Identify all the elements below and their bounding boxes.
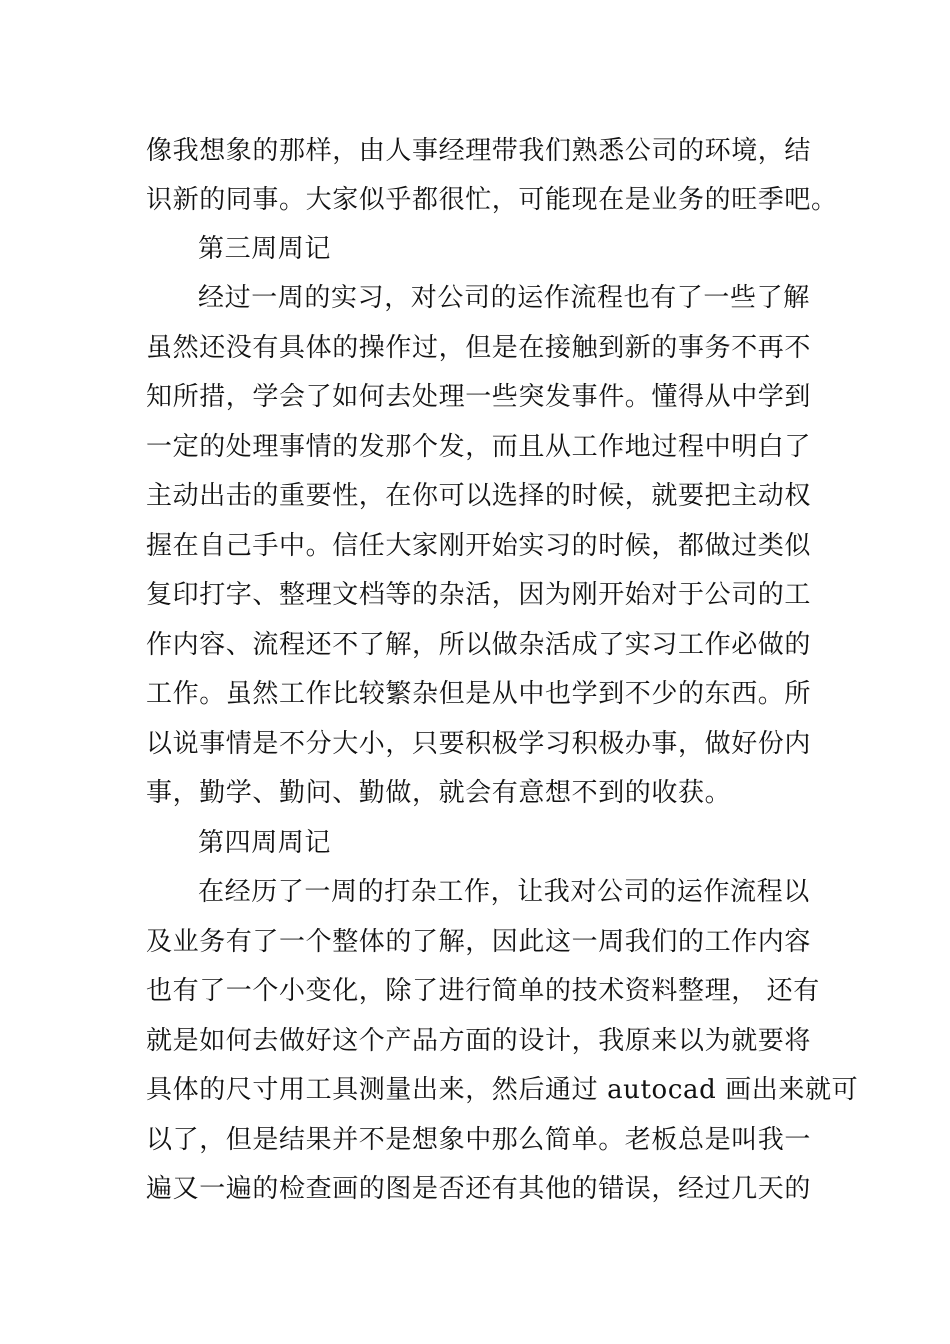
paragraph-line: 及业务有了一个整体的了解，因此这一周我们的工作内容 [146,927,812,957]
paragraph-line: 以说事情是不分大小，只要积极学习积极办事，做好份内 [146,729,812,759]
paragraph-line: 复印打字、整理文档等的杂活，因为刚开始对于公司的工 [146,580,812,610]
paragraph-line: 一定的处理事情的发那个发，而且从工作地过程中明白了 [146,432,812,462]
paragraph-line: 经过一周的实习，对公司的运作流程也有了一些了解 [198,283,810,313]
paragraph-line: 主动出击的重要性，在你可以选择的时候，就要把主动权 [146,481,812,511]
paragraph-line: 虽然还没有具体的操作过，但是在接触到新的事务不再不 [146,333,812,363]
paragraph-line: 握在自己手中。信任大家刚开始实习的时候，都做过类似 [146,531,812,561]
paragraph-line: 知所措，学会了如何去处理一些突发事件。懂得从中学到 [146,382,812,412]
paragraph-line: 工作。虽然工作比较繁杂但是从中也学到不少的东西。所 [146,679,812,709]
paragraph-line: 就是如何去做好这个产品方面的设计，我原来以为就要将 [146,1026,812,1056]
section-heading-week4: 第四周周记 [198,828,332,858]
paragraph-line: 也有了一个小变化，除了进行简单的技术资料整理， 还有 [146,976,820,1006]
section-heading-week3: 第三周周记 [198,234,332,264]
paragraph-line: 作内容、流程还不了解，所以做杂活成了实习工作必做的 [146,630,812,660]
paragraph-line: 具体的尺寸用工具测量出来，然后通过 autocad 画出来就可 [146,1075,859,1105]
paragraph-line: 在经历了一周的打杂工作，让我对公司的运作流程以 [198,877,810,907]
paragraph-line: 像我想象的那样，由人事经理带我们熟悉公司的环境，结 [146,136,812,166]
paragraph-line: 事，勤学、勤问、勤做，就会有意想不到的收获。 [146,778,732,808]
paragraph-line: 以了，但是结果并不是想象中那么简单。老板总是叫我一 [146,1125,812,1155]
paragraph-line: 遍又一遍的检查画的图是否还有其他的错误，经过几天的 [146,1174,812,1204]
paragraph-line: 识新的同事。大家似乎都很忙，可能现在是业务的旺季吧。 [146,185,838,215]
